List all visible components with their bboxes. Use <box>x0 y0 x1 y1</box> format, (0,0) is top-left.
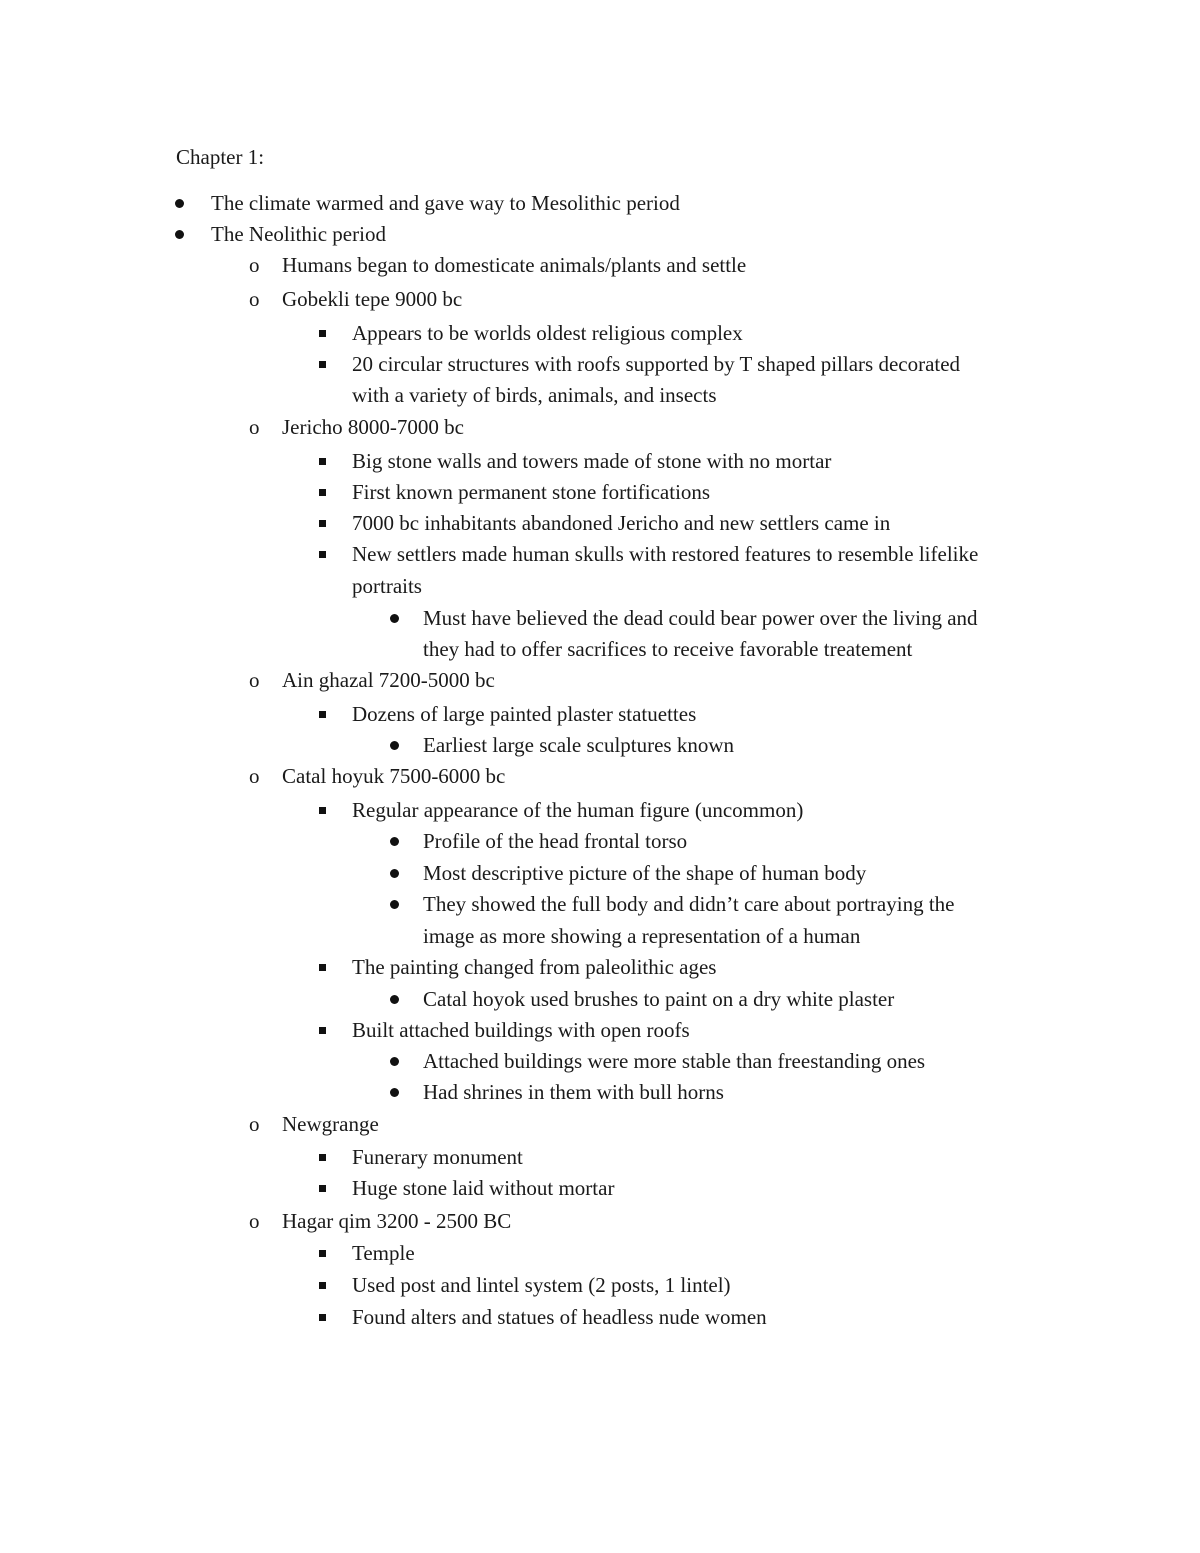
list-item: Ain ghazal 7200-5000 bc <box>282 668 495 692</box>
list-item: Earliest large scale sculptures known <box>423 733 735 757</box>
bullet-dot-icon <box>390 869 399 878</box>
bullet-square-icon <box>319 520 326 527</box>
list-item-continuation: image as more showing a representation of a human <box>423 924 861 948</box>
list-item: Jericho 8000-7000 bc <box>282 415 464 439</box>
list-item: Found alters and statues of headless nude women <box>352 1305 767 1329</box>
list-item-continuation: they had to offer sacrifices to receive favorable treatement <box>423 637 913 661</box>
list-item: Attached buildings were more stable than freestanding ones <box>423 1049 926 1073</box>
list-item-continuation: portraits <box>352 574 422 598</box>
bullet-circle-icon: o <box>249 253 260 277</box>
list-item: Catal hoyok used brushes to paint on a dry white plaster <box>423 987 895 1011</box>
bullet-circle-icon: o <box>249 415 260 439</box>
bullet-square-icon <box>319 1154 326 1161</box>
list-item: Funerary monument <box>352 1145 523 1169</box>
list-item: Temple <box>352 1241 415 1265</box>
list-item: They showed the full body and didn’t care about portraying the <box>423 892 955 916</box>
bullet-dot-icon <box>390 995 399 1004</box>
list-item: Huge stone laid without mortar <box>352 1176 615 1200</box>
bullet-square-icon <box>319 489 326 496</box>
bullet-square-icon <box>319 1250 326 1257</box>
bullet-circle-icon: o <box>249 764 260 788</box>
bullet-dot-icon <box>390 900 399 909</box>
list-item: Humans began to domesticate animals/plants and settle <box>282 253 747 277</box>
list-item: Used post and lintel system (2 posts, 1 lintel) <box>352 1273 731 1297</box>
list-item: Dozens of large painted plaster statuettes <box>352 702 697 726</box>
bullet-circle-icon: o <box>249 668 260 692</box>
bullet-square-icon <box>319 1027 326 1034</box>
list-item-continuation: with a variety of birds, animals, and insects <box>352 383 717 407</box>
bullet-dot-icon <box>175 230 184 239</box>
list-item: Profile of the head frontal torso <box>423 829 688 853</box>
list-item: 7000 bc inhabitants abandoned Jericho and new settlers came in <box>352 511 891 535</box>
list-item: Gobekli tepe 9000 bc <box>282 287 463 311</box>
bullet-dot-icon <box>390 1088 399 1097</box>
bullet-circle-icon: o <box>249 1209 260 1233</box>
bullet-dot-icon <box>175 199 184 208</box>
list-item: Hagar qim 3200 - 2500 BC <box>282 1209 512 1233</box>
list-item: New settlers made human skulls with restored features to resemble lifelike <box>352 542 979 566</box>
list-item: Built attached buildings with open roofs <box>352 1018 690 1042</box>
bullet-dot-icon <box>390 741 399 750</box>
bullet-square-icon <box>319 551 326 558</box>
bullet-square-icon <box>319 964 326 971</box>
list-item: First known permanent stone fortifications <box>352 480 711 504</box>
bullet-dot-icon <box>390 614 399 623</box>
list-item: The Neolithic period <box>211 222 386 246</box>
bullet-square-icon <box>319 330 326 337</box>
bullet-dot-icon <box>390 837 399 846</box>
bullet-square-icon <box>319 1314 326 1321</box>
list-item: The painting changed from paleolithic ages <box>352 955 717 979</box>
list-item: Must have believed the dead could bear power over the living and <box>423 606 978 630</box>
bullet-circle-icon: o <box>249 1112 260 1136</box>
bullet-square-icon <box>319 1185 326 1192</box>
bullet-square-icon <box>319 711 326 718</box>
list-item: Appears to be worlds oldest religious complex <box>352 321 743 345</box>
bullet-square-icon <box>319 458 326 465</box>
bullet-square-icon <box>319 361 326 368</box>
list-item: Catal hoyuk 7500-6000 bc <box>282 764 506 788</box>
bullet-square-icon <box>319 1282 326 1289</box>
list-item: The climate warmed and gave way to Mesolithic period <box>211 191 680 215</box>
bullet-dot-icon <box>390 1057 399 1066</box>
page-heading: Chapter 1: <box>176 145 265 169</box>
list-item: Big stone walls and towers made of stone with no mortar <box>352 449 832 473</box>
list-item: Regular appearance of the human figure (uncommon) <box>352 798 804 822</box>
list-item: Most descriptive picture of the shape of human body <box>423 861 867 885</box>
list-item: Newgrange <box>282 1112 379 1136</box>
bullet-circle-icon: o <box>249 287 260 311</box>
list-item: Had shrines in them with bull horns <box>423 1080 724 1104</box>
bullet-square-icon <box>319 807 326 814</box>
list-item: 20 circular structures with roofs supported by T shaped pillars decorated <box>352 352 961 376</box>
